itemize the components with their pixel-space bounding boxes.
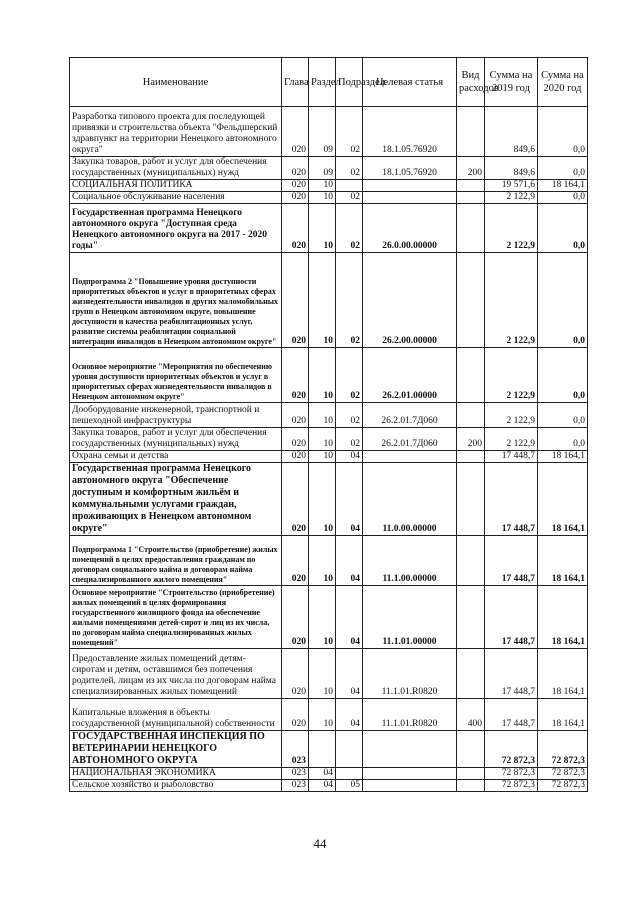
row-sum-2020: 18 164,1 [538,699,588,731]
row-chapter: 023 [282,780,309,792]
row-chapter: 020 [282,107,309,157]
row-subsection: 04 [336,463,363,536]
row-exptype [457,731,485,768]
header-target: Целевая статья [363,58,457,107]
row-target [363,780,457,792]
row-section: 10 [309,451,336,463]
row-name: Закупка товаров, работ и услуг для обеспечения государственных (муниципальных) нужд [70,157,282,180]
row-sum-2020: 0,0 [538,204,588,253]
row-sum-2020: 0,0 [538,192,588,204]
row-chapter: 020 [282,348,309,403]
row-target: 26.2.01.7Д060 [363,403,457,428]
row-target [363,768,457,780]
row-name: НАЦИОНАЛЬНАЯ ЭКОНОМИКА [70,768,282,780]
row-exptype [457,253,485,348]
table-header-row [70,58,588,107]
row-sum-2019: 72 872,3 [485,731,538,768]
row-sum-2019: 72 872,3 [485,780,538,792]
row-target: 11.1.00.00000 [363,536,457,586]
row-subsection: 05 [336,780,363,792]
row-sum-2020: 0,0 [538,107,588,157]
row-sum-2019: 2 122,9 [485,192,538,204]
row-chapter: 020 [282,180,309,192]
row-exptype: 400 [457,699,485,731]
row-sum-2020: 72 872,3 [538,731,588,768]
row-name: Социальное обслуживание населения [70,192,282,204]
row-chapter: 020 [282,463,309,536]
row-section: 04 [309,780,336,792]
row-exptype [457,204,485,253]
row-sum-2020: 72 872,3 [538,768,588,780]
budget-table [69,57,588,792]
table-row [70,586,588,649]
row-sum-2019: 72 872,3 [485,768,538,780]
row-section: 10 [309,192,336,204]
row-name: Государственная программа Ненецкого автономного округа "Обеспечение доступным и комфортным жильём и коммунальными услугами граждан, проживающих в Ненецком автономном округе" [70,463,282,536]
table-row [70,428,588,451]
row-sum-2020: 72 872,3 [538,780,588,792]
table-row [70,768,588,780]
row-chapter: 020 [282,586,309,649]
row-target [363,180,457,192]
header-exptype: Вид расходов [457,58,485,107]
row-sum-2019: 17 448,7 [485,649,538,699]
row-chapter: 020 [282,451,309,463]
table-row [70,192,588,204]
row-subsection: 02 [336,192,363,204]
row-sum-2019: 17 448,7 [485,699,538,731]
row-target: 11.1.01.R0820 [363,699,457,731]
row-name: Основное мероприятие "Мероприятия по обеспечению уровня доступности приоритетных объектов и услуг в приоритетных сферах жизнедеятельности инвалидов в Ненецком автономном округе" [70,348,282,403]
row-name: СОЦИАЛЬНАЯ ПОЛИТИКА [70,180,282,192]
table-row [70,253,588,348]
row-subsection: 04 [336,451,363,463]
row-chapter: 023 [282,731,309,768]
row-section: 10 [309,204,336,253]
row-section: 10 [309,253,336,348]
row-exptype [457,780,485,792]
row-target: 26.2.01.00000 [363,348,457,403]
row-section: 10 [309,348,336,403]
table-row [70,180,588,192]
row-sum-2020: 0,0 [538,428,588,451]
row-section: 10 [309,180,336,192]
row-chapter: 020 [282,536,309,586]
row-name: Капитальные вложения в объекты государственной (муниципальной) собственности [70,699,282,731]
row-subsection: 04 [336,536,363,586]
row-exptype [457,192,485,204]
row-section: 10 [309,699,336,731]
table-row [70,731,588,768]
row-name: Государственная программа Ненецкого автономного округа "Доступная среда Ненецкого автономного округа на 2017 - 2020 годы" [70,204,282,253]
row-chapter: 020 [282,192,309,204]
row-target: 18.1.05.76920 [363,157,457,180]
table-row [70,451,588,463]
row-subsection: 02 [336,204,363,253]
row-sum-2020: 18 164,1 [538,463,588,536]
table-row [70,780,588,792]
row-exptype [457,649,485,699]
table-row [70,204,588,253]
row-sum-2019: 849,6 [485,107,538,157]
row-subsection: 04 [336,586,363,649]
row-sum-2020: 0,0 [538,348,588,403]
row-chapter: 020 [282,204,309,253]
row-sum-2019: 17 448,7 [485,451,538,463]
row-target: 26.2.00.00000 [363,253,457,348]
row-chapter: 020 [282,157,309,180]
row-section [309,731,336,768]
row-section: 10 [309,586,336,649]
row-sum-2019: 2 122,9 [485,428,538,451]
row-chapter: 020 [282,699,309,731]
table-row [70,403,588,428]
row-exptype [457,536,485,586]
row-name: Закупка товаров, работ и услуг для обеспечения государственных (муниципальных) нужд [70,428,282,451]
row-section: 09 [309,157,336,180]
row-sum-2019: 19 571,6 [485,180,538,192]
row-section: 10 [309,536,336,586]
row-exptype: 200 [457,157,485,180]
row-name: Дооборудование инженерной, транспортной и пешеходной инфраструктуры [70,403,282,428]
row-name: Разработка типового проекта для последующей привязки и строительства объекта "Фельдшерский здравпункт на территории Ненецкого автономного округа" [70,107,282,157]
row-section: 10 [309,428,336,451]
row-sum-2019: 2 122,9 [485,403,538,428]
row-target: 11.1.01.00000 [363,586,457,649]
row-name: Сельское хозяйство и рыболовство [70,780,282,792]
row-name: Подпрограмма 1 "Строительство (приобретение) жилых помещений в целях предоставления гражданам по договорам социального найма и договорам найма специализированного жилого помещения" [70,536,282,586]
row-subsection: 02 [336,157,363,180]
row-sum-2020: 18 164,1 [538,451,588,463]
row-target: 18.1.05.76920 [363,107,457,157]
row-section: 10 [309,403,336,428]
row-exptype [457,180,485,192]
row-subsection [336,180,363,192]
header-section: Раздел [309,58,336,107]
row-target [363,192,457,204]
row-exptype [457,768,485,780]
row-sum-2020: 18 164,1 [538,180,588,192]
row-subsection: 02 [336,403,363,428]
row-target: 11.1.01.R0820 [363,649,457,699]
table-row [70,536,588,586]
row-sum-2020: 0,0 [538,253,588,348]
row-target [363,731,457,768]
row-name: Основное мероприятие "Строительство (приобретение) жилых помещений в целях формирования государственного жилищного фонда на обеспечение жилыми помещениями детей-сирот и лиц из их числа, по договорам найма специализированных жилых помещений" [70,586,282,649]
table-row [70,107,588,157]
row-sum-2020: 0,0 [538,157,588,180]
header-name: Наименование [70,58,282,107]
row-subsection: 04 [336,699,363,731]
table-row [70,157,588,180]
row-exptype [457,107,485,157]
row-sum-2019: 17 448,7 [485,463,538,536]
row-sum-2020: 18 164,1 [538,586,588,649]
row-subsection: 02 [336,348,363,403]
table-row [70,348,588,403]
row-name: ГОСУДАРСТВЕННАЯ ИНСПЕКЦИЯ ПО ВЕТЕРИНАРИИ НЕНЕЦКОГО АВТОНОМНОГО ОКРУГА [70,731,282,768]
row-chapter: 020 [282,403,309,428]
row-sum-2019: 2 122,9 [485,204,538,253]
header-sum-2020: Сумма на 2020 год [538,58,588,107]
row-sum-2019: 849,6 [485,157,538,180]
row-section: 10 [309,463,336,536]
row-subsection: 02 [336,107,363,157]
row-exptype [457,403,485,428]
row-chapter: 020 [282,428,309,451]
row-sum-2019: 2 122,9 [485,253,538,348]
row-sum-2020: 18 164,1 [538,649,588,699]
row-target: 11.0.00.00000 [363,463,457,536]
row-subsection: 02 [336,253,363,348]
page-number: 44 [313,836,327,851]
row-target: 26.0.00.00000 [363,204,457,253]
row-subsection [336,731,363,768]
row-exptype [457,463,485,536]
row-sum-2019: 2 122,9 [485,348,538,403]
row-section: 09 [309,107,336,157]
row-exptype [457,348,485,403]
row-name: Подпрограмма 2 "Повышение уровня доступности приоритетных объектов и услуг в приоритетных сферах жизнедеятельности инвалидов и других маломобильных групп в Ненецком автономном округе, повышение доступности и качества реабилитационных услуг, развитие системы реабилитации социальной интеграции инвалидов в Ненецком автономном округе" [70,253,282,348]
table-row [70,463,588,536]
row-subsection [336,768,363,780]
row-section: 10 [309,649,336,699]
row-sum-2020: 18 164,1 [538,536,588,586]
row-exptype: 200 [457,428,485,451]
row-exptype [457,451,485,463]
header-sum-2019: Сумма на 2019 год [485,58,538,107]
row-exptype [457,586,485,649]
table-row [70,699,588,731]
row-name: Охрана семьи и детства [70,451,282,463]
row-target [363,451,457,463]
row-subsection: 04 [336,649,363,699]
row-chapter: 020 [282,253,309,348]
row-chapter: 023 [282,768,309,780]
header-subsection: Подраздел [336,58,363,107]
row-sum-2019: 17 448,7 [485,536,538,586]
row-chapter: 020 [282,649,309,699]
header-chapter: Глава [282,58,309,107]
row-name: Предоставление жилых помещений детям-сиротам и детям, оставшимся без попечения родителей, лицам из их числа по договорам найма специализированных жилых помещений [70,649,282,699]
row-sum-2019: 17 448,7 [485,586,538,649]
row-subsection: 02 [336,428,363,451]
row-target: 26.2.01.7Д060 [363,428,457,451]
table-row [70,649,588,699]
row-section: 04 [309,768,336,780]
row-sum-2020: 0,0 [538,403,588,428]
